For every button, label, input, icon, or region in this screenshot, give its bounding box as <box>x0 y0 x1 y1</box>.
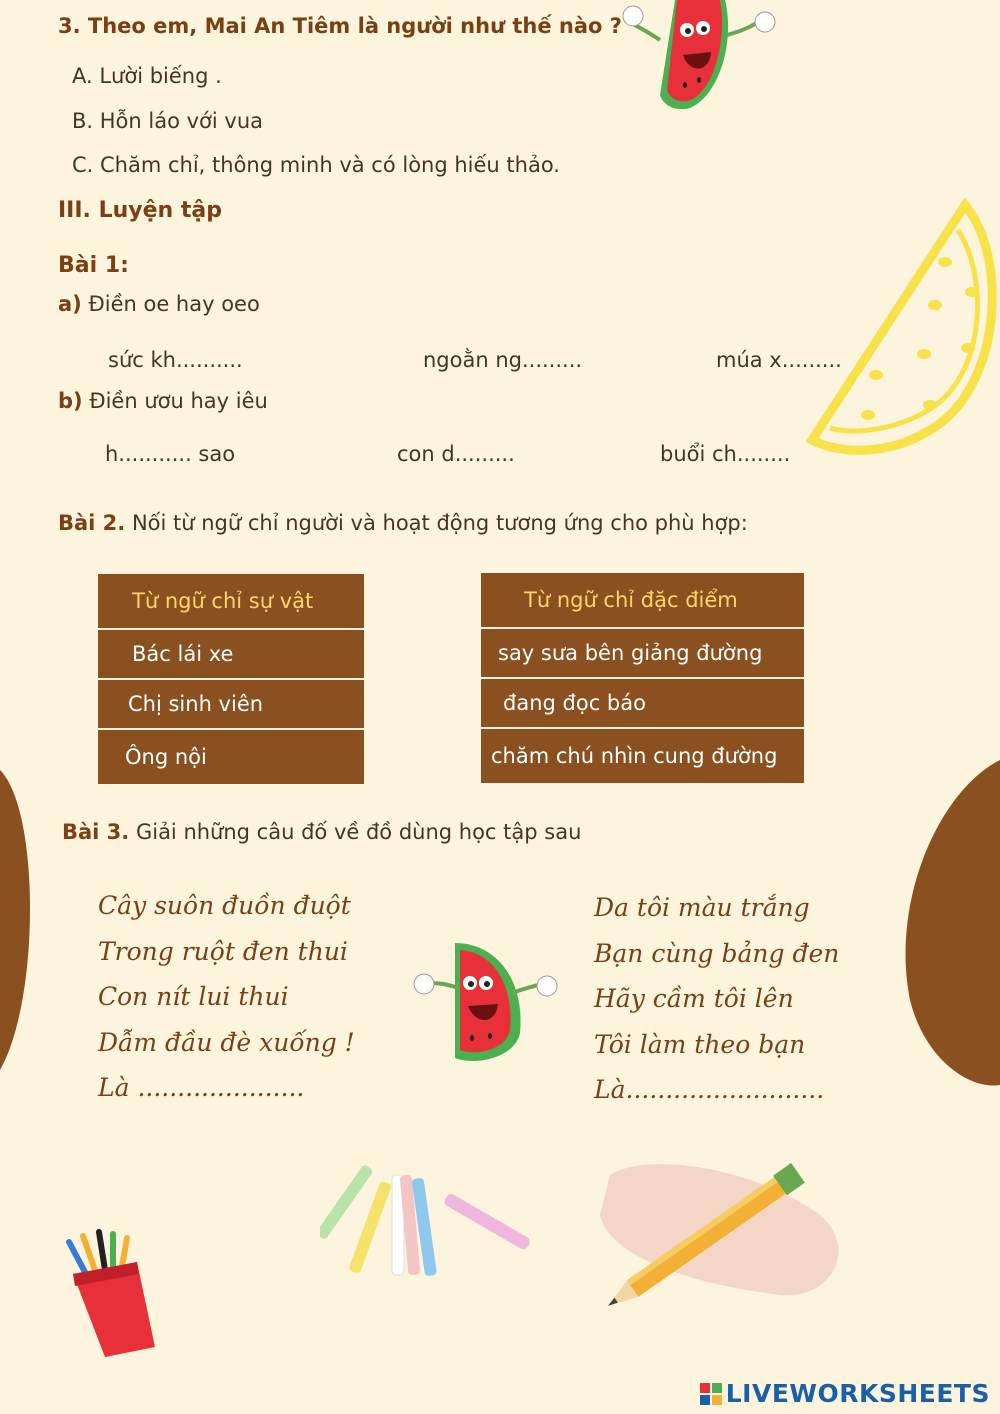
liveworksheets-logo <box>700 1379 990 1408</box>
chalk-icon <box>320 1160 540 1285</box>
option-a: A. Lười biếng . <box>72 64 222 88</box>
brown-blob-right-shape <box>906 760 1000 1086</box>
right-row-2[interactable]: đang đọc báo <box>481 678 804 728</box>
bai1-a-item-3[interactable]: múa x......... <box>716 348 842 372</box>
riddle-2-line-2: Bạn cùng bảng đen <box>594 938 840 968</box>
bai1-b-label: b) <box>58 389 83 413</box>
riddle-2-line-1: Da tôi màu trắng <box>594 893 810 922</box>
riddle-2-line-3: Hãy cầm tôi lên <box>594 984 794 1013</box>
bai1-title: Bài 1: <box>58 253 129 278</box>
bai3-text: Giải những câu đố về đồ dùng học tập sau <box>129 820 582 844</box>
bai1-b-instruction <box>58 389 268 413</box>
bai1-b-item-2[interactable]: con d......... <box>397 442 515 466</box>
bai2-text: Nối từ ngữ chỉ người và hoạt động tương ứng cho phù hợp: <box>125 511 748 535</box>
riddle-2-line-4: Tôi làm theo bạn <box>594 1029 806 1059</box>
question3-title: 3. Theo em, Mai An Tiêm là người như thế nào ? <box>58 14 622 38</box>
left-table <box>98 574 364 784</box>
bai3-instruction <box>62 820 581 844</box>
bai1-a-text: Điền oe hay oeo <box>81 292 260 316</box>
bai1-b-item-3[interactable]: buổi ch........ <box>660 442 791 466</box>
right-table-header: Từ ngữ chỉ đặc điểm <box>481 573 804 628</box>
bai1-a-item-1[interactable]: sức kh.......... <box>108 348 243 372</box>
section-title: III. Luyện tập <box>58 198 222 223</box>
right-row-3[interactable]: chăm chú nhìn cung đường <box>491 744 778 768</box>
bai3-label: Bài 3. <box>62 820 130 844</box>
left-row-2[interactable]: Chị sinh viên <box>98 679 364 729</box>
riddle-2 <box>594 885 839 1113</box>
bai1-a-item-2[interactable]: ngoằn ng......... <box>423 348 583 372</box>
riddle-1-line-4: Dẫm đầu đè xuống ! <box>98 1027 355 1057</box>
bai2-instruction <box>58 511 748 535</box>
bai1-b-item-1[interactable]: h........... sao <box>105 442 236 466</box>
liveworksheets-logo-text: LIVEWORKSHEETS <box>725 1379 990 1408</box>
right-table <box>481 573 804 783</box>
right-row-1[interactable]: say sưa bên giảng đường <box>481 628 804 678</box>
yellow-melon-slice <box>812 205 992 450</box>
liveworksheets-logo-icon <box>700 1383 722 1405</box>
left-table-header: Từ ngữ chỉ sự vật <box>98 574 364 629</box>
brown-blob-left-shape <box>0 770 30 1070</box>
bai1-a-label: a) <box>58 292 82 316</box>
riddle-1-line-2: Trong ruột đen thui <box>98 936 348 966</box>
pencil-icon <box>585 1145 840 1320</box>
riddle-1-answer[interactable]: Là ..................... <box>98 1073 305 1102</box>
riddle-2-answer[interactable]: Là......................... <box>594 1075 825 1104</box>
left-row-1[interactable]: Bác lái xe <box>98 629 364 679</box>
watermelon-mascot-middle-icon <box>410 938 560 1068</box>
left-row-3[interactable]: Ông nội <box>125 745 207 769</box>
watermelon-mascot-icon <box>615 0 780 115</box>
riddle-1-line-1: Cây suôn đuồn đuột <box>98 891 351 920</box>
pencil-cup-icon <box>55 1222 165 1362</box>
bai2-label: Bài 2. <box>58 511 126 535</box>
option-c: C. Chăm chỉ, thông minh và có lòng hiếu thảo. <box>72 153 560 177</box>
riddle-1 <box>98 883 355 1111</box>
bai1-a-instruction <box>58 292 260 316</box>
riddle-1-line-3: Con nít lui thui <box>98 982 289 1011</box>
bai1-b-text: Điền ươu hay iêu <box>82 389 268 413</box>
option-b: B. Hỗn láo với vua <box>72 109 263 133</box>
